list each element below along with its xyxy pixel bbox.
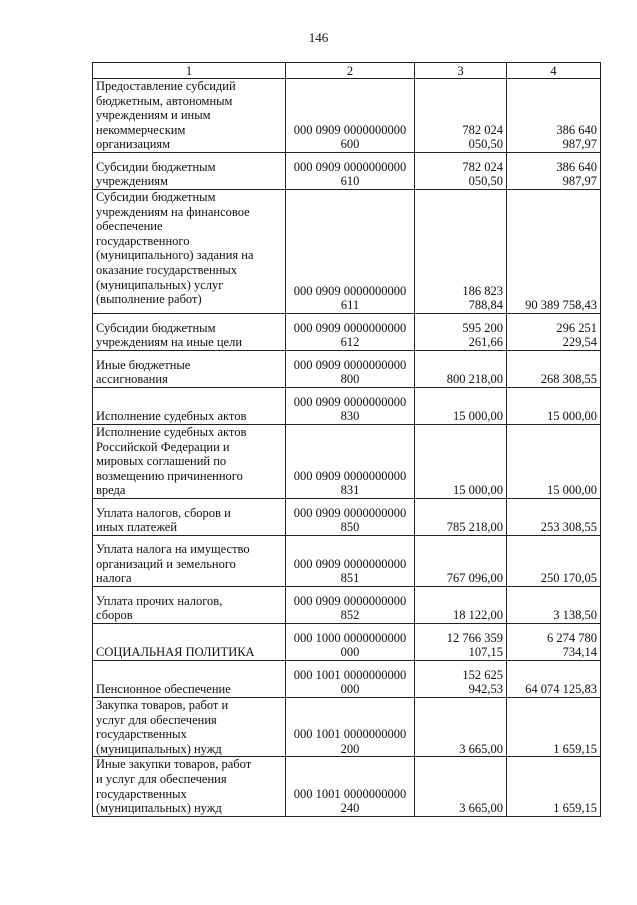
col4-line: 229,54 [562, 335, 597, 350]
code-line: 000 0909 0000000000 [293, 159, 407, 174]
code-line: 600 [340, 137, 360, 152]
name-line: Уплата прочих налогов, [96, 593, 223, 608]
col4-line: 15 000,00 [547, 409, 597, 424]
col3-line: 788,84 [468, 298, 503, 313]
row-name-cell [93, 79, 286, 153]
row-name-cell [93, 351, 286, 388]
page-number: 146 [308, 30, 329, 45]
code-line: 612 [340, 335, 360, 350]
name-line: (муниципального) задания на [96, 248, 254, 263]
name-line: Иные закупки товаров, работ [96, 757, 252, 772]
code-line: 000 0909 0000000000 [293, 394, 407, 409]
code-line: 830 [340, 409, 360, 424]
col4-line: 64 074 125,83 [525, 682, 597, 697]
name-line: государственных [96, 786, 187, 801]
code-line: 000 1001 0000000000 [293, 786, 407, 801]
row-name-cell [93, 757, 286, 816]
col3-line: 186 823 [462, 283, 503, 298]
row-name-cell [93, 425, 286, 499]
col3-line: 782 024 [462, 122, 503, 137]
table-row [93, 314, 601, 351]
table-row [93, 698, 601, 757]
name-line: организациям [96, 137, 171, 152]
row-value-col4-cell [507, 388, 601, 425]
row-code-cell [286, 499, 415, 536]
table-row [93, 153, 601, 190]
name-line: государственного [96, 233, 190, 248]
code-line: 831 [340, 483, 360, 498]
table-row [93, 661, 601, 698]
row-value-col3-cell [415, 536, 507, 587]
row-code-cell [286, 536, 415, 587]
col3-line: 3 665,00 [459, 741, 503, 756]
name-line: Субсидии бюджетным [96, 320, 216, 335]
col4-line: 987,97 [562, 174, 597, 189]
name-line: бюджетным, автономным [96, 93, 233, 108]
row-value-col3-cell [415, 624, 507, 661]
code-line: 000 0909 0000000000 [293, 357, 407, 372]
col4-line: 15 000,00 [547, 483, 597, 498]
row-name-cell [93, 388, 286, 425]
code-line: 851 [340, 571, 360, 586]
row-name-cell [93, 499, 286, 536]
row-value-col3-cell [415, 388, 507, 425]
code-line: 852 [340, 608, 360, 623]
name-line: Предоставление субсидий [96, 79, 236, 94]
name-line: Закупка товаров, работ и [96, 698, 229, 712]
col4-line: 296 251 [556, 320, 597, 335]
name-line: (выполнение работ) [96, 292, 202, 307]
col4-line: 90 389 758,43 [525, 298, 597, 313]
name-line: Российской Федерации и [96, 439, 230, 454]
row-code-cell [286, 153, 415, 190]
code-line: 000 0909 0000000000 [293, 505, 407, 520]
name-line: СОЦИАЛЬНАЯ ПОЛИТИКА [96, 645, 255, 660]
row-value-col3-cell [415, 425, 507, 499]
row-name-cell [93, 661, 286, 698]
code-line: 000 0909 0000000000 [293, 122, 407, 137]
col3-line: 261,66 [468, 335, 503, 350]
code-line: 850 [340, 520, 360, 535]
name-line: налога [96, 571, 132, 586]
col3-line: 152 625 [462, 667, 503, 682]
row-code-cell [286, 698, 415, 757]
row-value-col4-cell [507, 587, 601, 624]
name-line: иных платежей [96, 520, 178, 535]
table-row [93, 624, 601, 661]
table-row [93, 587, 601, 624]
row-name-cell [93, 314, 286, 351]
code-line: 000 0909 0000000000 [293, 320, 407, 335]
col3-line: 050,50 [468, 174, 503, 189]
name-line: (муниципальных) нужд [96, 801, 222, 816]
row-code-cell [286, 661, 415, 698]
code-line: 611 [340, 298, 360, 313]
name-line: и услуг для обеспечения [96, 771, 227, 786]
name-line: услуг для обеспечения [96, 712, 217, 727]
name-line: мировых соглашений по [96, 454, 227, 469]
name-line: Субсидии бюджетным [96, 190, 216, 204]
row-name-cell [93, 536, 286, 587]
code-line: 000 0909 0000000000 [293, 468, 407, 483]
code-line: 800 [340, 372, 360, 387]
row-name-cell [93, 587, 286, 624]
table-row [93, 757, 601, 816]
row-code-cell [286, 388, 415, 425]
row-value-col4-cell [507, 79, 601, 153]
col3-line: 782 024 [462, 159, 503, 174]
name-line: возмещению причиненного [96, 468, 243, 483]
row-value-col3-cell [415, 499, 507, 536]
name-line: Исполнение судебных актов [96, 409, 247, 424]
col4-line: 253 308,55 [540, 520, 597, 535]
row-value-col3-cell [415, 153, 507, 190]
name-line: ассигнования [96, 372, 168, 387]
name-line: (муниципальных) услуг [96, 277, 224, 292]
name-line: Уплата налогов, сборов и [96, 505, 231, 520]
name-line: учреждениям на иные цели [96, 335, 243, 350]
col3-line: 785 218,00 [446, 520, 503, 535]
header-col-3: 3 [415, 63, 507, 79]
table-row [93, 388, 601, 425]
col4-line: 386 640 [556, 159, 597, 174]
row-code-cell [286, 314, 415, 351]
row-code-cell [286, 351, 415, 388]
name-line: (муниципальных) нужд [96, 741, 222, 756]
row-value-col4-cell [507, 153, 601, 190]
name-line: Субсидии бюджетным [96, 159, 216, 174]
code-line: 000 1000 0000000000 [293, 630, 407, 645]
row-value-col4-cell [507, 536, 601, 587]
row-name-cell [93, 624, 286, 661]
col3-line: 050,50 [468, 137, 503, 152]
row-value-col3-cell [415, 587, 507, 624]
row-code-cell [286, 190, 415, 314]
col3-line: 800 218,00 [446, 372, 503, 387]
row-value-col4-cell [507, 190, 601, 314]
header-col-4: 4 [507, 63, 601, 79]
table-row [93, 190, 601, 314]
col3-line: 15 000,00 [453, 409, 503, 424]
col4-line: 987,97 [562, 137, 597, 152]
col4-line: 386 640 [556, 122, 597, 137]
code-line: 000 1001 0000000000 [293, 727, 407, 742]
code-line: 240 [340, 801, 360, 816]
row-value-col4-cell [507, 425, 601, 499]
table-row [93, 425, 601, 499]
code-line: 200 [340, 741, 360, 756]
col3-line: 12 766 359 [446, 630, 503, 645]
col3-line: 942,53 [468, 682, 503, 697]
row-name-cell [93, 698, 286, 757]
row-code-cell [286, 425, 415, 499]
col3-line: 767 096,00 [446, 571, 503, 586]
col4-line: 3 138,50 [553, 608, 597, 623]
code-line: 000 [340, 682, 360, 697]
budget-table [92, 62, 601, 817]
name-line: вреда [96, 483, 126, 498]
name-line: некоммерческим [96, 122, 186, 137]
row-code-cell [286, 757, 415, 816]
col3-line: 15 000,00 [453, 483, 503, 498]
row-value-col4-cell [507, 624, 601, 661]
table-row [93, 499, 601, 536]
row-code-cell [286, 79, 415, 153]
row-value-col3-cell [415, 351, 507, 388]
row-value-col4-cell [507, 757, 601, 816]
header-col-2: 2 [286, 63, 415, 79]
name-line: Уплата налога на имущество [96, 542, 250, 557]
name-line: обеспечение [96, 219, 163, 234]
code-line: 000 0909 0000000000 [293, 556, 407, 571]
col4-line: 1 659,15 [553, 801, 597, 816]
name-line: учреждениям и иным [96, 108, 211, 123]
name-line: учреждениям на финансовое [96, 204, 250, 219]
table-row [93, 79, 601, 153]
name-line: оказание государственных [96, 262, 238, 277]
col4-line: 734,14 [562, 645, 597, 660]
code-line: 000 1001 0000000000 [293, 667, 407, 682]
table-row [93, 351, 601, 388]
name-line: Иные бюджетные [96, 357, 191, 372]
row-name-cell [93, 190, 286, 314]
col4-line: 268 308,55 [540, 372, 597, 387]
header-row [93, 63, 601, 79]
col3-line: 107,15 [468, 645, 503, 660]
row-code-cell [286, 587, 415, 624]
row-value-col4-cell [507, 661, 601, 698]
col4-line: 250 170,05 [540, 571, 597, 586]
row-value-col4-cell [507, 351, 601, 388]
row-value-col3-cell [415, 661, 507, 698]
code-line: 610 [340, 174, 360, 189]
row-name-cell [93, 153, 286, 190]
col3-line: 3 665,00 [459, 801, 503, 816]
code-line: 000 0909 0000000000 [293, 593, 407, 608]
header-col-1: 1 [93, 63, 286, 79]
row-value-col4-cell [507, 314, 601, 351]
row-value-col4-cell [507, 698, 601, 757]
row-value-col3-cell [415, 314, 507, 351]
name-line: государственных [96, 727, 187, 742]
row-code-cell [286, 624, 415, 661]
row-value-col3-cell [415, 190, 507, 314]
row-value-col3-cell [415, 698, 507, 757]
col4-line: 1 659,15 [553, 741, 597, 756]
col4-line: 6 274 780 [547, 630, 597, 645]
col3-line: 595 200 [462, 320, 503, 335]
name-line: Пенсионное обеспечение [96, 682, 231, 697]
col3-line: 18 122,00 [453, 608, 503, 623]
row-value-col3-cell [415, 79, 507, 153]
table-row [93, 536, 601, 587]
code-line: 000 [340, 645, 360, 660]
name-line: учреждениям [96, 174, 168, 189]
code-line: 000 0909 0000000000 [293, 283, 407, 298]
name-line: Исполнение судебных актов [96, 425, 247, 439]
table-body [93, 79, 601, 817]
row-value-col3-cell [415, 757, 507, 816]
row-value-col4-cell [507, 499, 601, 536]
name-line: сборов [96, 608, 133, 623]
name-line: организаций и земельного [96, 556, 236, 571]
